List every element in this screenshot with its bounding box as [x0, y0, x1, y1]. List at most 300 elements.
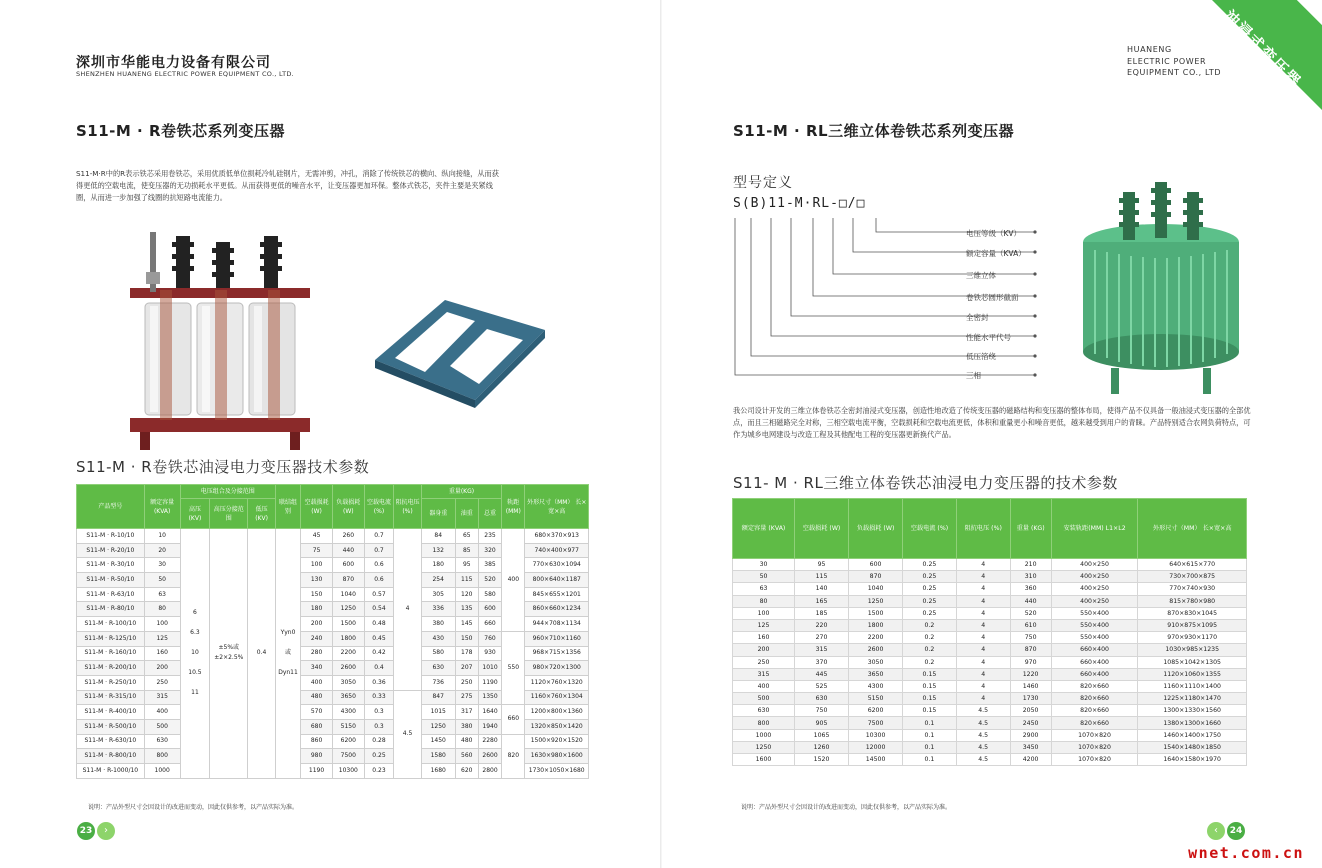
cell-impedance: 4 — [394, 529, 422, 691]
table-row — [733, 705, 1247, 717]
cell-no-load-current: 0.25 — [364, 749, 394, 764]
cell-model: S11-M · R-20/10 — [77, 543, 145, 558]
cell-dimensions: 980×720×1300 — [525, 661, 589, 676]
cell-oil-weight: 207 — [455, 661, 478, 676]
col-gauge: 安装轨距(MM) L1×L2 — [1051, 499, 1138, 559]
model-label-3d: 三维立体 — [966, 271, 996, 280]
cell-model: S11-M · R-315/10 — [77, 690, 145, 705]
col-dimensions: 外形尺寸（MM） 长×宽×高 — [1138, 499, 1247, 559]
category-ribbon — [1152, 0, 1322, 150]
cell-load-loss: 2600 — [332, 661, 364, 676]
cell-weight: 4200 — [1010, 754, 1051, 766]
cell-model: S11-M · R-160/10 — [77, 646, 145, 661]
cell-no-load-loss: 630 — [795, 693, 849, 705]
cell-rated-capacity: 30 — [144, 558, 180, 573]
cell-dimensions: 1460×1400×1750 — [1138, 729, 1247, 741]
cell-rated-capacity: 1000 — [144, 764, 180, 779]
footnote: 说明：产品外型尺寸会因设计的改进而变动，因此仅供参考，以产品实际为准。 — [88, 804, 299, 811]
cell-rated-capacity: 500 — [733, 693, 795, 705]
cell-no-load-current: 0.1 — [903, 729, 957, 741]
cell-rated-capacity: 63 — [733, 583, 795, 595]
cell-oil-weight: 620 — [455, 764, 478, 779]
cell-no-load-loss: 180 — [301, 602, 333, 617]
cell-rated-capacity: 50 — [144, 573, 180, 588]
cell-oil-weight: 250 — [455, 675, 478, 690]
cell-dimensions: 800×640×1187 — [525, 573, 589, 588]
cell-no-load-current: 0.3 — [364, 719, 394, 734]
cell-no-load-current: 0.42 — [364, 646, 394, 661]
cell-load-loss: 1500 — [332, 617, 364, 632]
cell-no-load-loss: 1065 — [795, 729, 849, 741]
table-row — [733, 668, 1247, 680]
cell-load-loss: 2200 — [849, 632, 903, 644]
cell-total-weight: 235 — [478, 529, 501, 544]
cell-rated-capacity: 30 — [733, 559, 795, 571]
cell-model: S11-M · R-100/10 — [77, 617, 145, 632]
cell-weight: 1730 — [1010, 693, 1051, 705]
cell-total-weight: 2600 — [478, 749, 501, 764]
table-row — [733, 693, 1247, 705]
cell-load-loss: 2600 — [849, 644, 903, 656]
col-load-loss: 负载损耗 (W) — [849, 499, 903, 559]
model-label-lv-foil: 低压箔绕 — [966, 352, 996, 361]
section-title: S11-M · R卷铁芯系列变压器 — [76, 122, 286, 140]
cell-rated-capacity: 250 — [144, 675, 180, 690]
cell-model: S11-M · R-630/10 — [77, 734, 145, 749]
cell-impedance: 4 — [956, 680, 1010, 692]
cell-weight: 2450 — [1010, 717, 1051, 729]
cell-gauge: 660×400 — [1051, 668, 1138, 680]
model-label-capacity: 额定容量（KVA） — [966, 249, 1026, 258]
cell-impedance: 4 — [956, 595, 1010, 607]
cell-no-load-loss: 1190 — [301, 764, 333, 779]
cell-total-weight: 1350 — [478, 690, 501, 705]
cell-weight: 360 — [1010, 583, 1051, 595]
cell-dimensions: 860×660×1234 — [525, 602, 589, 617]
cell-load-loss: 7500 — [849, 717, 903, 729]
cell-total-weight: 760 — [478, 631, 501, 646]
table-row — [733, 656, 1247, 668]
cell-no-load-loss: 130 — [301, 573, 333, 588]
cell-gauge: 1070×820 — [1051, 754, 1138, 766]
cell-dimensions: 1120×1060×1355 — [1138, 668, 1247, 680]
cell-load-loss: 870 — [849, 571, 903, 583]
model-label-performance: 性能水平代号 — [966, 333, 1011, 342]
cell-no-load-loss: 140 — [795, 583, 849, 595]
cell-load-loss: 260 — [332, 529, 364, 544]
cell-no-load-current: 0.3 — [364, 705, 394, 720]
cell-load-loss: 14500 — [849, 754, 903, 766]
cell-no-load-current: 0.48 — [364, 617, 394, 632]
table-row — [77, 529, 589, 544]
table-row — [733, 607, 1247, 619]
cell-body-weight: 736 — [421, 675, 455, 690]
cell-oil-weight: 95 — [455, 558, 478, 573]
cell-no-load-loss: 315 — [795, 644, 849, 656]
col-impedance: 阻抗电压 (%) — [394, 485, 422, 529]
table-title: S11-M · R卷铁芯油浸电力变压器技术参数 — [76, 458, 370, 476]
cell-rated-capacity: 63 — [144, 587, 180, 602]
cell-rated-capacity: 160 — [733, 632, 795, 644]
cell-gauge: 400×250 — [1051, 583, 1138, 595]
cell-dimensions: 1300×1330×1560 — [1138, 705, 1247, 717]
cell-impedance: 4.5 — [956, 729, 1010, 741]
cell-dimensions: 1540×1480×1850 — [1138, 741, 1247, 753]
cell-dimensions: 770×630×1094 — [525, 558, 589, 573]
col-oil-weight: 油重 — [455, 499, 478, 529]
cell-oil-weight: 317 — [455, 705, 478, 720]
cell-total-weight: 1010 — [478, 661, 501, 676]
cell-rated-capacity: 250 — [733, 656, 795, 668]
cell-no-load-loss: 905 — [795, 717, 849, 729]
cell-no-load-loss: 240 — [301, 631, 333, 646]
cell-model: S11-M · R-1000/10 — [77, 764, 145, 779]
cell-impedance: 4 — [956, 571, 1010, 583]
cell-rated-capacity: 1250 — [733, 741, 795, 753]
cell-model: S11-M · R-250/10 — [77, 675, 145, 690]
cell-total-weight: 520 — [478, 573, 501, 588]
col-no-load-loss: 空载损耗 (W) — [301, 485, 333, 529]
cell-load-loss: 4300 — [849, 680, 903, 692]
cell-rated-capacity: 100 — [733, 607, 795, 619]
category-label: 油浸式变压器 — [1220, 6, 1306, 92]
cell-impedance: 4 — [956, 632, 1010, 644]
cell-rated-capacity: 630 — [733, 705, 795, 717]
table-row — [733, 754, 1247, 766]
cell-no-load-loss: 370 — [795, 656, 849, 668]
cell-weight: 210 — [1010, 559, 1051, 571]
cell-body-weight: 380 — [421, 617, 455, 632]
cell-rated-capacity: 400 — [733, 680, 795, 692]
cell-no-load-current: 0.1 — [903, 741, 957, 753]
cell-rated-capacity: 20 — [144, 543, 180, 558]
cell-total-weight: 320 — [478, 543, 501, 558]
cell-rated-capacity: 200 — [144, 661, 180, 676]
cell-total-weight: 1640 — [478, 705, 501, 720]
cell-dimensions: 1200×800×1360 — [525, 705, 589, 720]
col-no-load-current: 空载电流 (%) — [903, 499, 957, 559]
cell-impedance: 4.5 — [956, 717, 1010, 729]
cell-dimensions: 1160×1110×1400 — [1138, 680, 1247, 692]
cell-dimensions: 1160×760×1304 — [525, 690, 589, 705]
cell-model: S11-M · R-63/10 — [77, 587, 145, 602]
col-hv-tap: 高压分接范围 — [210, 499, 248, 529]
spec-table-right-body — [733, 559, 1247, 766]
col-no-load-loss: 空载损耗 (W) — [795, 499, 849, 559]
cell-no-load-loss: 570 — [301, 705, 333, 720]
cell-oil-weight: 115 — [455, 573, 478, 588]
cell-impedance: 4 — [956, 644, 1010, 656]
cell-total-weight: 660 — [478, 617, 501, 632]
cell-oil-weight: 65 — [455, 529, 478, 544]
cell-rated-capacity: 80 — [144, 602, 180, 617]
cell-dimensions: 960×710×1160 — [525, 631, 589, 646]
cell-rated-capacity: 200 — [733, 644, 795, 656]
cell-model: S11-M · R-400/10 — [77, 705, 145, 720]
table-row — [733, 644, 1247, 656]
cell-no-load-loss: 1260 — [795, 741, 849, 753]
cell-body-weight: 336 — [421, 602, 455, 617]
cell-rated-capacity: 10 — [144, 529, 180, 544]
cell-no-load-loss: 445 — [795, 668, 849, 680]
cell-body-weight: 254 — [421, 573, 455, 588]
cell-load-loss: 1040 — [849, 583, 903, 595]
cell-dimensions: 1225×1180×1470 — [1138, 693, 1247, 705]
cell-dimensions: 730×700×875 — [1138, 571, 1247, 583]
cell-load-loss: 12000 — [849, 741, 903, 753]
model-label-three-phase: 三相 — [966, 371, 981, 380]
watermark: wnet.com.cn — [1188, 844, 1304, 862]
cell-dimensions: 944×708×1134 — [525, 617, 589, 632]
cell-gauge: 400 — [502, 529, 525, 632]
cell-no-load-current: 0.15 — [903, 693, 957, 705]
page-number: 24 — [1227, 822, 1245, 840]
cell-no-load-current: 0.7 — [364, 529, 394, 544]
model-definition-title: 型号定义 — [733, 175, 793, 191]
cell-body-weight: 580 — [421, 646, 455, 661]
cell-impedance: 4.5 — [956, 754, 1010, 766]
cell-weight: 2900 — [1010, 729, 1051, 741]
page-number: 23 — [77, 822, 95, 840]
cell-dimensions: 1640×1580×1970 — [1138, 754, 1247, 766]
cell-body-weight: 132 — [421, 543, 455, 558]
cell-rated-capacity: 400 — [144, 705, 180, 720]
cell-oil-weight: 480 — [455, 734, 478, 749]
cell-load-loss: 10300 — [849, 729, 903, 741]
cell-no-load-loss: 75 — [301, 543, 333, 558]
cell-no-load-current: 0.25 — [903, 571, 957, 583]
cell-load-loss: 3050 — [332, 675, 364, 690]
next-page-button[interactable]: › — [97, 822, 115, 840]
cell-model: S11-M · R-800/10 — [77, 749, 145, 764]
cell-impedance: 4 — [956, 619, 1010, 631]
table-title: S11- M · RL三维立体卷铁芯油浸电力变压器的技术参数 — [733, 474, 1118, 492]
cell-no-load-loss: 750 — [795, 705, 849, 717]
cell-oil-weight: 380 — [455, 719, 478, 734]
cell-no-load-current: 0.33 — [364, 690, 394, 705]
cell-total-weight: 580 — [478, 587, 501, 602]
cell-impedance: 4 — [956, 656, 1010, 668]
cell-impedance: 4.5 — [394, 690, 422, 778]
table-row — [77, 631, 589, 646]
cell-load-loss: 1500 — [849, 607, 903, 619]
cell-dimensions: 1085×1042×1305 — [1138, 656, 1247, 668]
col-rated-capacity: 额定容量 (KVA) — [733, 499, 795, 559]
cell-dimensions: 740×400×977 — [525, 543, 589, 558]
cell-oil-weight: 120 — [455, 587, 478, 602]
col-impedance: 阻抗电压 (%) — [956, 499, 1010, 559]
cell-dimensions: 870×830×1045 — [1138, 607, 1247, 619]
cell-oil-weight: 275 — [455, 690, 478, 705]
cell-rated-capacity: 125 — [733, 619, 795, 631]
table-row — [733, 717, 1247, 729]
cell-rated-capacity: 1000 — [733, 729, 795, 741]
cell-load-loss: 600 — [332, 558, 364, 573]
cell-rated-capacity: 80 — [733, 595, 795, 607]
cell-no-load-loss: 680 — [301, 719, 333, 734]
cell-rated-capacity: 800 — [733, 717, 795, 729]
table-row — [733, 680, 1247, 692]
cell-model: S11-M · R-50/10 — [77, 573, 145, 588]
cell-no-load-current: 0.57 — [364, 587, 394, 602]
col-gauge: 轨距 (MM) — [502, 485, 525, 529]
cell-no-load-loss: 220 — [795, 619, 849, 631]
spec-table-left-body — [77, 529, 589, 779]
cell-load-loss: 2200 — [332, 646, 364, 661]
cell-total-weight: 385 — [478, 558, 501, 573]
cell-gauge: 550×400 — [1051, 607, 1138, 619]
cell-gauge: 400×250 — [1051, 571, 1138, 583]
cell-body-weight: 1580 — [421, 749, 455, 764]
cell-load-loss: 600 — [849, 559, 903, 571]
cell-no-load-current: 0.2 — [903, 644, 957, 656]
cell-no-load-loss: 980 — [301, 749, 333, 764]
oil-transformer-image — [1071, 172, 1251, 402]
cell-gauge: 820 — [502, 734, 525, 778]
cell-rated-capacity: 315 — [733, 668, 795, 680]
cell-load-loss: 4300 — [332, 705, 364, 720]
cell-body-weight: 1015 — [421, 705, 455, 720]
cell-load-loss: 3650 — [332, 690, 364, 705]
table-row — [733, 619, 1247, 631]
cell-dimensions: 1630×980×1600 — [525, 749, 589, 764]
col-load-loss: 负载损耗 (W) — [332, 485, 364, 529]
cell-no-load-loss: 1520 — [795, 754, 849, 766]
cell-load-loss: 7500 — [332, 749, 364, 764]
cell-oil-weight: 135 — [455, 602, 478, 617]
cell-model: S11-M · R-125/10 — [77, 631, 145, 646]
cell-body-weight: 1250 — [421, 719, 455, 734]
cell-dimensions: 910×875×1095 — [1138, 619, 1247, 631]
cell-gauge: 1070×820 — [1051, 741, 1138, 753]
cell-dimensions: 1320×850×1420 — [525, 719, 589, 734]
cell-body-weight: 1450 — [421, 734, 455, 749]
cell-rated-capacity: 315 — [144, 690, 180, 705]
cell-oil-weight: 150 — [455, 631, 478, 646]
cell-dimensions: 1730×1050×1680 — [525, 764, 589, 779]
cell-weight: 2050 — [1010, 705, 1051, 717]
cell-hv: 6 6.3 10 10.5 11 — [180, 529, 210, 779]
col-weight-group: 重量(KG) — [421, 485, 501, 499]
cell-no-load-current: 0.23 — [364, 764, 394, 779]
cell-weight: 520 — [1010, 607, 1051, 619]
col-hv: 高压 (KV) — [180, 499, 210, 529]
cell-no-load-current: 0.25 — [903, 595, 957, 607]
section-title: S11-M · RL三维立体卷铁芯系列变压器 — [733, 122, 1015, 140]
cell-no-load-current: 0.2 — [903, 656, 957, 668]
cell-weight: 750 — [1010, 632, 1051, 644]
cell-weight: 610 — [1010, 619, 1051, 631]
cell-model: S11-M · R-200/10 — [77, 661, 145, 676]
cell-no-load-loss: 95 — [795, 559, 849, 571]
cell-no-load-loss: 860 — [301, 734, 333, 749]
model-label-core: 卷铁芯圆形截面 — [966, 293, 1019, 302]
cell-body-weight: 630 — [421, 661, 455, 676]
cell-gauge: 660×400 — [1051, 656, 1138, 668]
cell-body-weight: 847 — [421, 690, 455, 705]
cell-impedance: 4 — [956, 583, 1010, 595]
cell-no-load-current: 0.15 — [903, 668, 957, 680]
cell-dimensions: 1380×1300×1660 — [1138, 717, 1247, 729]
cell-load-loss: 1800 — [332, 631, 364, 646]
col-lv: 低压 (KV) — [248, 499, 276, 529]
spec-table-left — [76, 484, 589, 779]
cell-rated-capacity: 160 — [144, 646, 180, 661]
cell-no-load-loss: 270 — [795, 632, 849, 644]
cell-rated-capacity: 100 — [144, 617, 180, 632]
cell-weight: 1460 — [1010, 680, 1051, 692]
cell-impedance: 4 — [956, 607, 1010, 619]
col-total-weight: 总重 — [478, 499, 501, 529]
cell-impedance: 4.5 — [956, 741, 1010, 753]
cell-gauge: 820×660 — [1051, 680, 1138, 692]
cell-oil-weight: 560 — [455, 749, 478, 764]
cell-no-load-current: 0.25 — [903, 607, 957, 619]
cell-load-loss: 870 — [332, 573, 364, 588]
cell-load-loss: 1250 — [849, 595, 903, 607]
company-line-1: HUANENG — [1127, 45, 1172, 54]
cell-model: S11-M · R-10/10 — [77, 529, 145, 544]
col-voltage-group: 电压组合及分接范围 — [180, 485, 275, 499]
table-row — [733, 595, 1247, 607]
cell-no-load-loss: 340 — [301, 661, 333, 676]
model-label-voltage: 电压等级（KV） — [966, 229, 1022, 238]
cell-gauge: 550×400 — [1051, 632, 1138, 644]
cell-dimensions: 968×715×1356 — [525, 646, 589, 661]
cell-oil-weight: 145 — [455, 617, 478, 632]
cell-weight: 440 — [1010, 595, 1051, 607]
cell-rated-capacity: 630 — [144, 734, 180, 749]
cell-load-loss: 6200 — [849, 705, 903, 717]
table-row — [733, 583, 1247, 595]
prev-page-button[interactable]: ‹ — [1207, 822, 1225, 840]
cell-oil-weight: 178 — [455, 646, 478, 661]
cell-no-load-current: 0.6 — [364, 573, 394, 588]
spec-table-right — [732, 498, 1247, 766]
cell-no-load-current: 0.1 — [903, 754, 957, 766]
cell-gauge: 820×660 — [1051, 693, 1138, 705]
cell-lv: 0.4 — [248, 529, 276, 779]
col-model: 产品型号 — [77, 485, 145, 529]
cell-load-loss: 3650 — [849, 668, 903, 680]
cell-body-weight: 180 — [421, 558, 455, 573]
cell-dimensions: 680×370×913 — [525, 529, 589, 544]
cell-no-load-loss: 185 — [795, 607, 849, 619]
cell-dimensions: 640×615×770 — [1138, 559, 1247, 571]
col-rated-capacity: 额定容量 (KVA) — [144, 485, 180, 529]
table-row — [733, 729, 1247, 741]
company-name-cn: 深圳市华能电力设备有限公司 — [76, 55, 271, 71]
company-line-3: EQUIPMENT CO., LTD — [1127, 68, 1222, 77]
cell-model: S11-M · R-500/10 — [77, 719, 145, 734]
cell-load-loss: 1040 — [332, 587, 364, 602]
cell-gauge: 400×250 — [1051, 559, 1138, 571]
cell-gauge: 550×400 — [1051, 619, 1138, 631]
cell-no-load-current: 0.15 — [903, 680, 957, 692]
cell-gauge: 1070×820 — [1051, 729, 1138, 741]
cell-dimensions: 1120×760×1320 — [525, 675, 589, 690]
cell-no-load-current: 0.6 — [364, 558, 394, 573]
cell-dimensions: 1030×985×1235 — [1138, 644, 1247, 656]
right-page — [661, 0, 1322, 868]
wound-core-image — [355, 290, 555, 410]
col-body-weight: 器身重 — [421, 499, 455, 529]
transformer-image — [120, 228, 320, 458]
cell-model: S11-M · R-80/10 — [77, 602, 145, 617]
footnote: 说明：产品外型尺寸会因设计的改进而变动，因此仅供参考，以产品实际为准。 — [741, 804, 952, 811]
cell-rated-capacity: 500 — [144, 719, 180, 734]
cell-no-load-current: 0.2 — [903, 619, 957, 631]
